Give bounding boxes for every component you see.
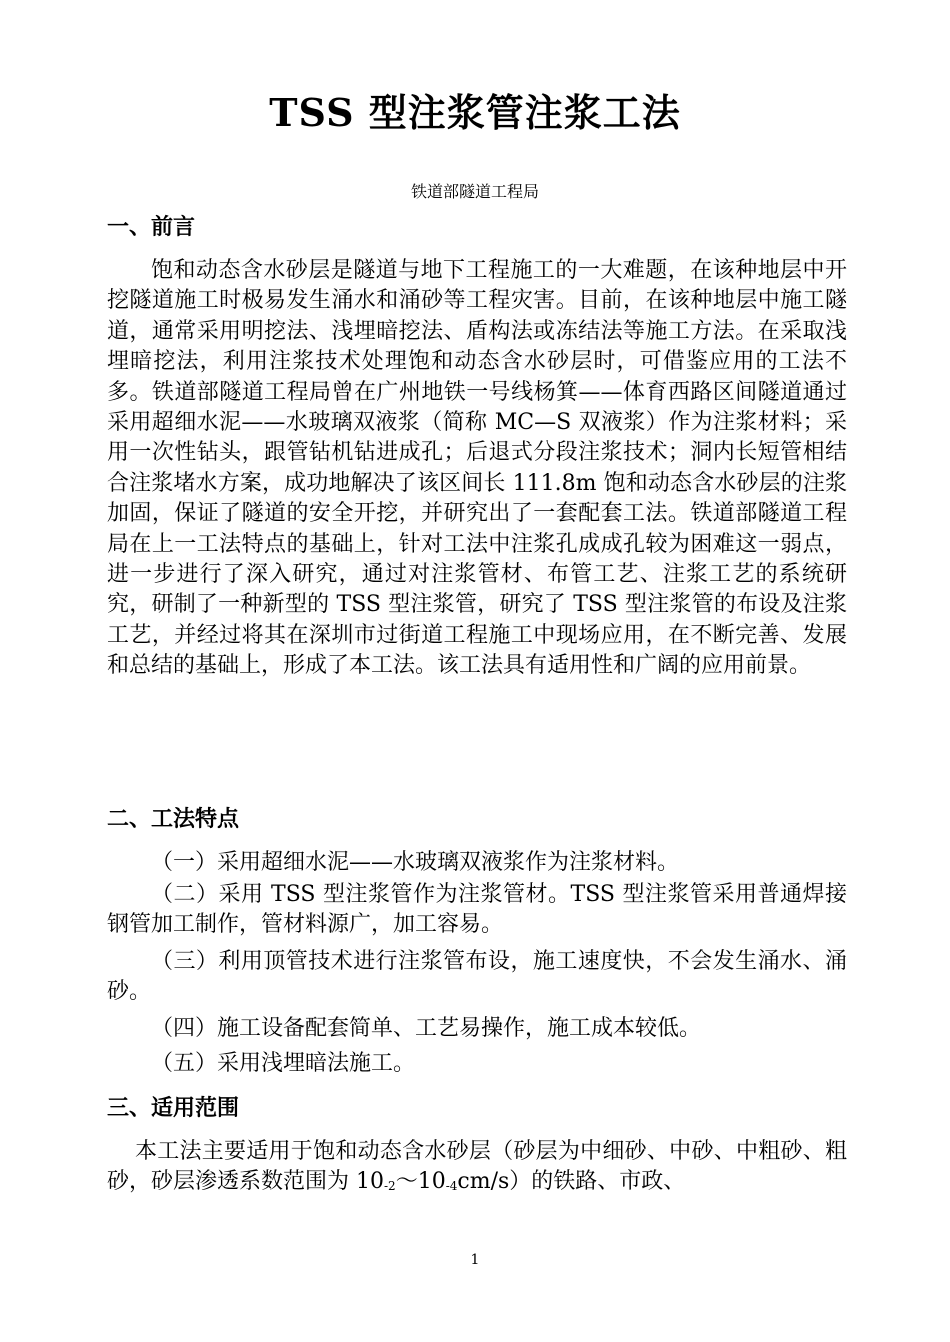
section-heading-scope: 三、适用范围: [107, 1096, 240, 1121]
scope-text-mid: ～10: [395, 1169, 446, 1195]
scope-text-end: cm/s）的铁路、市政、: [457, 1169, 686, 1195]
document-author: 铁道部隧道工程局: [410, 182, 539, 201]
exponent: -4: [445, 1179, 458, 1194]
scope-text-start: 本工法主要适用于饱和动态含水砂层（砂层为中细砂、中砂、中粗砂、粗砂，砂层渗透系数范围为 10: [107, 1139, 847, 1195]
feature-item: （五）采用浅埋暗法施工。: [151, 1051, 416, 1076]
feature-item: （四）施工设备配套简单、工艺易操作，施工成本较低。: [151, 1016, 702, 1041]
feature-item: （三）利用顶管技术进行注浆管布设，施工速度快，不会发生涌水、涌砂。: [107, 949, 847, 1005]
section-paragraph-scope: [107, 1137, 847, 1202]
section-heading-preface: 一、前言: [107, 215, 196, 240]
page-number: 1: [470, 1252, 480, 1268]
feature-item: （一）采用超细水泥——水玻璃双液浆作为注浆材料。: [151, 850, 680, 875]
document-title: TSS 型注浆管注浆工法: [269, 90, 681, 135]
section-paragraph-preface: 饱和动态含水砂层是隧道与地下工程施工的一大难题，在该种地层中开挖隧道施工时极易发生涌水和涌砂等工程灾害。目前，在该种地层中施工隧道，通常采用明挖法、浅埋暗挖法、盾构法或冻结法等施工方法。在采取浅埋暗挖法，利用注浆技术处理饱和动态含水砂层时，可借鉴应用的工法不多。铁道部隧道工程局曾在广州地铁一号线杨箕——体育西路区间隧道通过采用超细水泥——水玻璃双液浆（简称 MC—S 双液浆）作为注浆材料；采用一次性钻头，跟管钻机钻进成孔；后退式分段注浆技术；洞内长短管相结合注浆堵水方案，成功地解决了该区间长 111.8m 饱和动态含水砂层的注浆加固，保证了隧道的安全开挖，并研究出了一套配套工法。铁道部隧道工程局在上一工法特点的基础上，针对工法中注浆孔成成孔较为困难这一弱点，进一步进行了深入研究，通过对注浆管材、布管工艺、注浆工艺的系统研究，研制了一种新型的 TSS 型注浆管，研究了 TSS 型注浆管的布设及注浆工艺，并经过将其在深圳市过街道工程施工中现场应用，在不断完善、发展和总结的基础上，形成了本工法。该工法具有适用性和广阔的应用前景。: [107, 258, 847, 679]
exponent: -2: [384, 1179, 396, 1194]
section-heading-features: 二、工法特点: [107, 807, 240, 832]
feature-item: （二）采用 TSS 型注浆管作为注浆管材。TSS 型注浆管采用普通焊接钢管加工制作，管材料源广，加工容易。: [107, 882, 847, 938]
